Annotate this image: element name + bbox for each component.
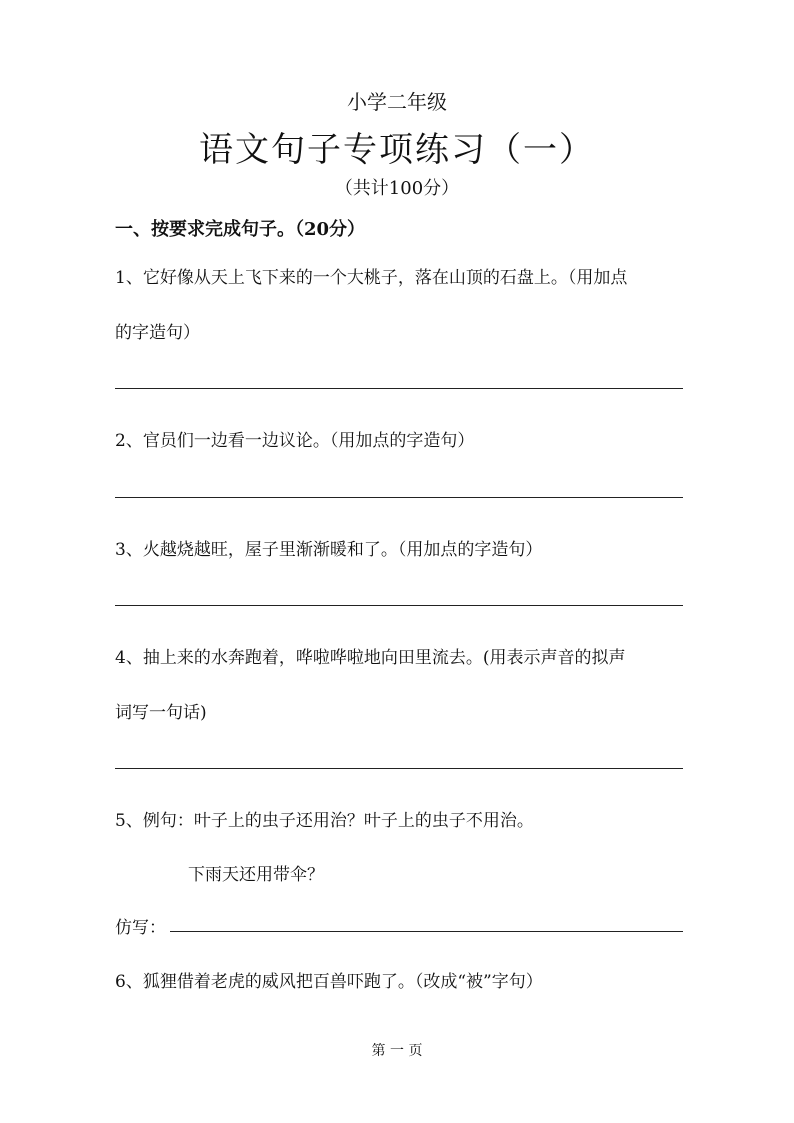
grade-label: 小学二年级 — [347, 90, 447, 114]
question-1-line2: 的字造句） — [115, 323, 200, 343]
total-score: （共计100分） — [334, 178, 460, 199]
answer-line-4[interactable] — [115, 768, 683, 769]
question-3: 3、火越烧越旺，屋子里渐渐暖和了。（用加点的字造句） — [115, 540, 543, 560]
question-5-example: 5、例句：叶子上的虫子还用治？叶子上的虫子不用治。 — [115, 811, 534, 831]
question-4-line2: 词写一句话) — [115, 703, 207, 723]
section-heading: 一、按要求完成句子。（20分） — [115, 219, 366, 240]
question-6: 6、狐狸借着老虎的威风把百兽吓跑了。（改成“被”字句） — [115, 972, 543, 992]
page-number: 第 一 页 — [371, 1043, 423, 1059]
answer-line-2[interactable] — [115, 497, 683, 498]
question-1-line1: 1、它好像从天上飞下来的一个大桃子，落在山顶的石盘上。（用加点 — [115, 268, 628, 288]
question-4-line1: 4、抽上来的水奔跑着，哗啦哗啦地向田里流去。(用表示声音的拟声 — [115, 648, 626, 668]
worksheet-title: 语文句子专项练习（一） — [199, 130, 595, 170]
answer-line-3[interactable] — [115, 605, 683, 606]
imitation-label: 仿写： — [115, 918, 166, 938]
imitation-answer-line[interactable] — [170, 931, 683, 932]
answer-line-1[interactable] — [115, 388, 683, 389]
question-2: 2、官员们一边看一边议论。（用加点的字造句） — [115, 431, 475, 451]
question-5-prompt: 下雨天还用带伞？ — [188, 865, 324, 885]
